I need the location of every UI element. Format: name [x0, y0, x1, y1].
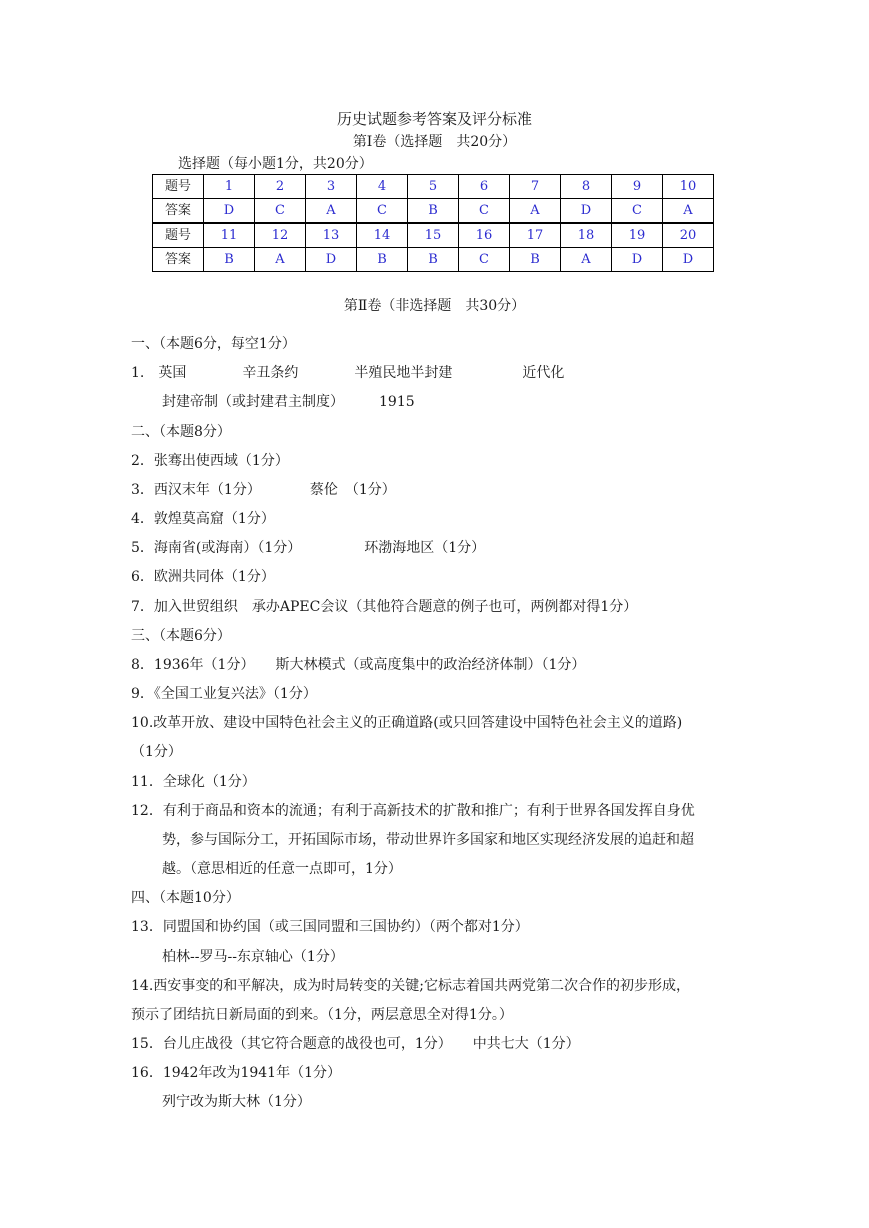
row-label-number: 题号 [153, 223, 204, 248]
answer-line: 16．1942年改为1941年（1分） [131, 1065, 341, 1081]
answer-line: （1分） [131, 744, 182, 760]
answer-cell: D [663, 248, 714, 272]
section-heading: 三、（本题6分） [131, 628, 231, 644]
question-number: 19 [612, 223, 663, 248]
part2-heading: 第Ⅱ卷（非选择题 共30分） [343, 298, 526, 314]
section-heading: 二、（本题8分） [131, 424, 231, 440]
answer-line: 8．1936年（1分） 斯大林模式（或高度集中的政治经济体制）（1分） [131, 657, 586, 673]
answer-cell: D [612, 248, 663, 272]
answer-cell: B [408, 199, 459, 224]
answer-cell: D [561, 199, 612, 224]
answer-cell: C [357, 199, 408, 224]
table-row [153, 199, 714, 224]
answer-line: 13．同盟国和协约国（或三国同盟和三国协约）（两个都对1分） [131, 919, 529, 935]
row-label-number: 题号 [153, 175, 204, 199]
answer-line: 预示了团结抗日新局面的到来。（1分，两层意思全对得1分。） [131, 1007, 513, 1023]
answer-line: 12．有利于商品和资本的流通；有利于高新技术的扩散和推广；有利于世界各国发挥自身优 [131, 803, 695, 819]
answer-table [152, 174, 714, 272]
answer-cell: C [459, 248, 510, 272]
question-number: 1 [204, 175, 255, 199]
part1-heading: 第Ⅰ卷（选择题 共20分） [352, 134, 517, 150]
answer-line: 1. 英国 辛丑条约 半殖民地半封建 近代化 [131, 365, 565, 381]
section-heading: 四、（本题10分） [131, 890, 240, 906]
question-number: 14 [357, 223, 408, 248]
answer-line: 越。（意思相近的任意一点即可，1分） [162, 861, 402, 877]
answer-cell: C [612, 199, 663, 224]
table-row [153, 223, 714, 248]
answer-line: 11．全球化（1分） [131, 774, 256, 790]
answer-cell: D [204, 199, 255, 224]
answer-line: 15．台儿庄战役（其它符合题意的战役也可，1分） 中共七大（1分） [131, 1036, 580, 1052]
question-number: 8 [561, 175, 612, 199]
question-number: 2 [255, 175, 306, 199]
question-number: 20 [663, 223, 714, 248]
document-title: 历史试题参考答案及评分标准 [336, 110, 532, 128]
question-number: 17 [510, 223, 561, 248]
answer-line: 4．敦煌莫高窟（1分） [131, 511, 275, 527]
question-number: 18 [561, 223, 612, 248]
answer-line: 10.改革开放、建设中国特色社会主义的正确道路(或只回答建设中国特色社会主义的道路) [131, 715, 683, 731]
answer-cell: A [306, 199, 357, 224]
answer-line: 势，参与国际分工，开拓国际市场，带动世界许多国家和地区实现经济发展的追赶和超 [162, 832, 694, 848]
answer-line: 列宁改为斯大林（1分） [162, 1094, 311, 1110]
answer-line: 9．《全国工业复兴法》（1分） [131, 686, 317, 702]
answer-line: 2．张骞出使西域（1分） [131, 453, 289, 469]
question-number: 5 [408, 175, 459, 199]
answer-cell: B [408, 248, 459, 272]
answer-cell: C [255, 199, 306, 224]
question-number: 16 [459, 223, 510, 248]
answer-cell: A [561, 248, 612, 272]
section-heading: 一、（本题6分，每空1分） [131, 336, 296, 352]
question-number: 12 [255, 223, 306, 248]
answer-cell: A [255, 248, 306, 272]
table-row [153, 175, 714, 199]
question-number: 6 [459, 175, 510, 199]
answer-line: 封建帝制（或封建君主制度） 1915 [162, 394, 415, 410]
answer-cell: C [459, 199, 510, 224]
part1-subheading: 选择题（每小题1分，共20分） [178, 156, 373, 172]
row-label-answer: 答案 [153, 248, 204, 272]
question-number: 9 [612, 175, 663, 199]
answer-line: 5．海南省(或海南）（1分） 环渤海地区（1分） [131, 540, 486, 556]
question-number: 11 [204, 223, 255, 248]
answer-cell: B [357, 248, 408, 272]
answer-cell: B [510, 248, 561, 272]
answer-cell: A [510, 199, 561, 224]
answer-line: 14.西安事变的和平解决，成为时局转变的关键;它标志着国共两党第二次合作的初步形成， [131, 978, 690, 994]
answer-cell: B [204, 248, 255, 272]
question-number: 10 [663, 175, 714, 199]
answer-cell: D [306, 248, 357, 272]
question-number: 13 [306, 223, 357, 248]
table-row [153, 248, 714, 272]
answer-line: 7．加入世贸组织 承办APEC会议（其他符合题意的例子也可，两例都对得1分） [131, 599, 638, 615]
question-number: 7 [510, 175, 561, 199]
answer-cell: A [663, 199, 714, 224]
answer-line: 6．欧洲共同体（1分） [131, 569, 275, 585]
row-label-answer: 答案 [153, 199, 204, 224]
answer-line: 柏林--罗马--东京轴心（1分） [162, 949, 344, 965]
question-number: 15 [408, 223, 459, 248]
question-number: 3 [306, 175, 357, 199]
question-number: 4 [357, 175, 408, 199]
answer-line: 3．西汉末年（1分） 蔡伦 （1分） [131, 482, 396, 498]
